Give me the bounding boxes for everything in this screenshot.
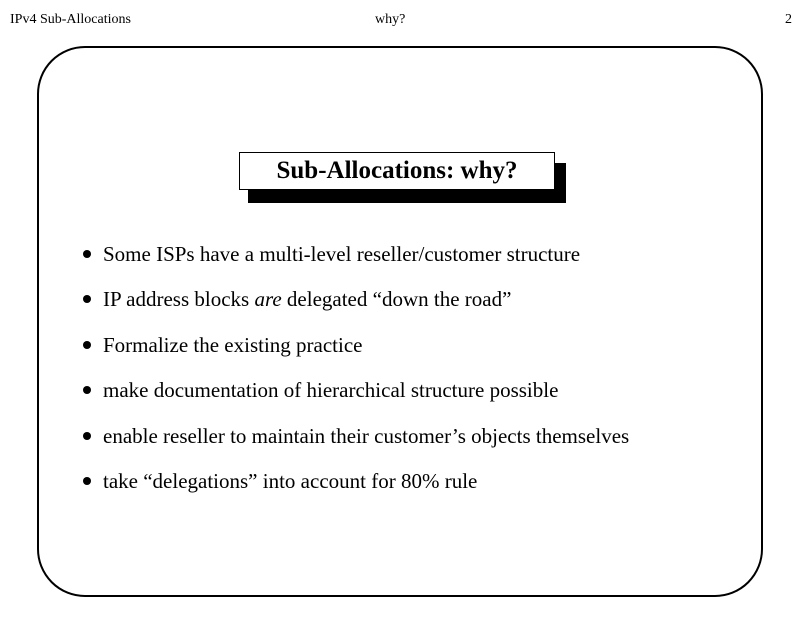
list-item [80, 376, 760, 421]
bullet-icon [83, 386, 91, 394]
bullet-icon [83, 341, 91, 349]
bullet-text: enable reseller to maintain their customer’s objects themselves [103, 423, 630, 448]
bullet-text-emphasis: are [254, 287, 282, 312]
page-number: 2 [785, 12, 792, 27]
bullet-icon [83, 295, 91, 303]
list-item [80, 422, 760, 467]
bullet-text-pre: IP address blocks [103, 287, 255, 312]
bullet-list [80, 240, 760, 512]
slide-title-box [239, 152, 555, 192]
bullet-text: Some ISPs have a multi-level reseller/customer structure [103, 242, 581, 266]
bullet-text-post: delegated “down the road” [281, 287, 512, 312]
header-section-title: IPv4 Sub-Allocations [10, 12, 131, 27]
bullet-icon [83, 477, 91, 485]
list-item [80, 240, 760, 285]
bullet-icon [83, 432, 91, 440]
list-item [80, 467, 760, 512]
bullet-text: Formalize the existing practice [103, 332, 363, 357]
slide-title: Sub-Allocations: why? [239, 152, 555, 190]
list-item [80, 285, 760, 330]
bullet-text: make documentation of hierarchical structure possible [103, 378, 559, 403]
bullet-text [103, 285, 511, 313]
page-header [0, 12, 800, 32]
bullet-text: take “delegations” into account for 80% rule [103, 468, 478, 493]
list-item [80, 331, 760, 376]
bullet-icon [83, 250, 91, 258]
header-subtitle: why? [375, 12, 406, 27]
